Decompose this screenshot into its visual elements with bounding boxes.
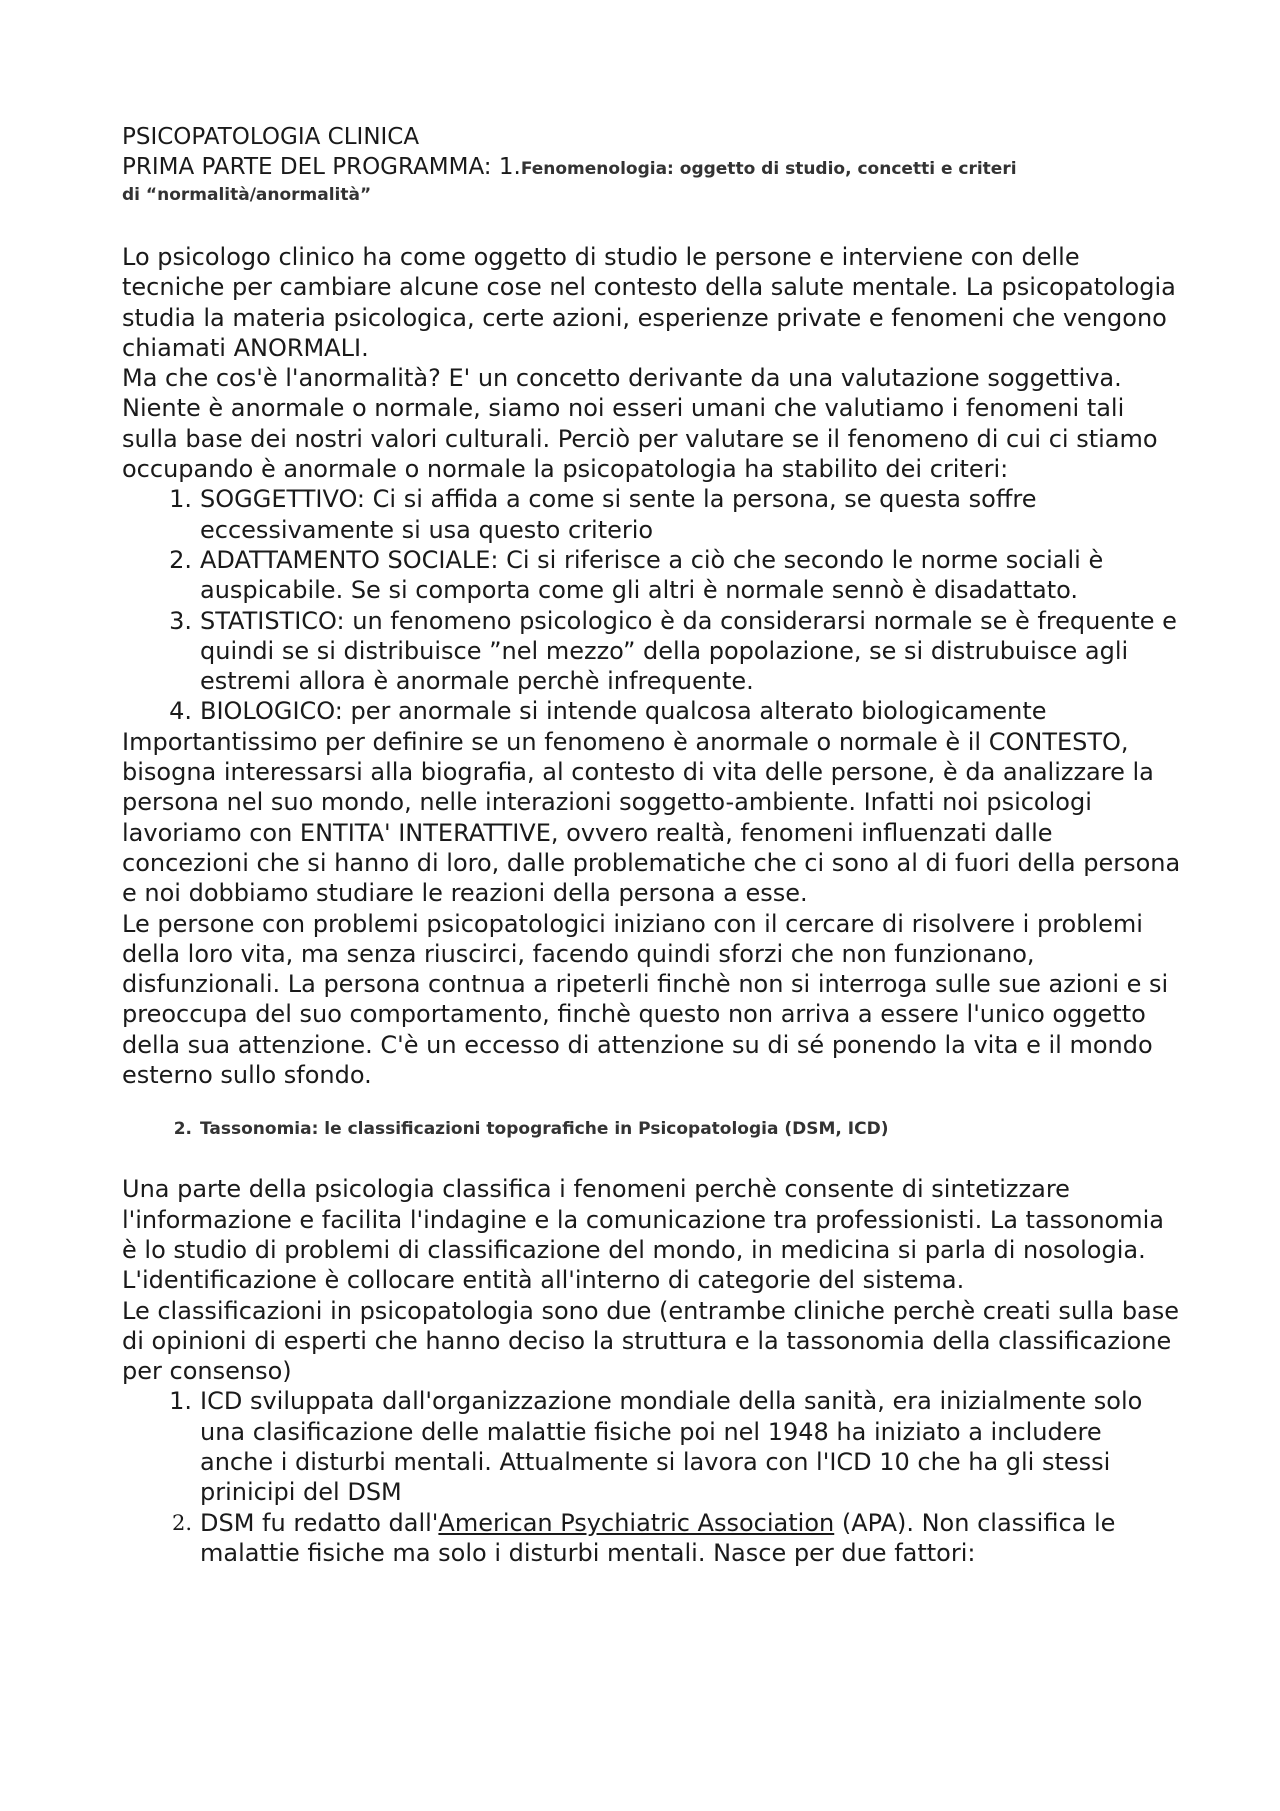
paragraph: Importantissimo per definire se un fenomeno è anormale o normale è il CONTESTO, bisogna interessarsi alla biografia, al contesto di vita delle persone, è da analizzare la persona nel suo mondo, nelle interazioni soggetto-ambiente. Infatti noi psicologi lavoriamo con ENTITA' INTERATTIVE, ovvero realtà, fenomeni influenzati dalle concezioni che si hanno di loro, dalle problematiche che ci sono al di fuori della persona e noi dobbiamo studiare le reazioni della persona a esse. <box>122 727 1181 908</box>
list-item-text: ICD sviluppata dall'organizzazione mondiale della sanità, era inizialmente solo una clasificazione delle malattie fisiche poi nel 1948 ha iniziato a includere anche i disturbi mentali. Attualmente si lavora con l'ICD 10 che ha gli stessi prinicipi del DSM <box>200 1387 1143 1507</box>
paragraph: Le persone con problemi psicopatologici iniziano con il cercare di risolvere i problemi della loro vita, ma senza riuscirci, facendo quindi sforzi che non funzionano, disfunzionali. La persona contnua a ripeterli finchè non si interroga sulle sue azioni e si preoccupa del suo comportamento, finchè questo non arriva a essere l'unico oggetto della sua attenzione. C'è un eccesso di attenzione su di sé ponendo la vita e il mondo esterno sullo sfondo. <box>122 909 1169 1090</box>
document-page <box>122 122 1182 1568</box>
list-number: 3. <box>169 606 192 635</box>
list-item-text: STATISTICO: un fenomeno psicologico è da considerarsi normale se è frequente e quindi se si distribuisce ”nel mezzo” della popolazione, se si distrubuisce agli estremi allora è anormale perchè infrequente. <box>200 606 1177 696</box>
section2-title: Tassonomia: le classificazioni topografiche in Psicopatologia (DSM, ICD) <box>200 1119 889 1140</box>
list-item <box>122 1508 1182 1569</box>
classification-list <box>122 1386 1182 1568</box>
section1-title: Fenomenologia: oggetto di studio, concetti e criteri <box>520 159 1017 179</box>
section2-number: 2. <box>173 1119 192 1140</box>
section2-heading <box>122 1118 1182 1140</box>
program-heading <box>122 152 1182 184</box>
list-number: 1. <box>169 485 192 514</box>
program-prefix: PRIMA PARTE DEL PROGRAMMA: 1. <box>122 154 521 180</box>
list-item <box>122 606 1182 697</box>
list-item-text: BIOLOGICO: per anormale si intende qualcosa alterato biologicamente <box>200 697 1047 726</box>
list-item-text: ADATTAMENTO SOCIALE: Ci si riferisce a ciò che secondo le norme sociali è auspicabile. Se si comporta come gli altri è normale sennò è disadattato. <box>200 545 1104 605</box>
list-item <box>122 1386 1182 1507</box>
list-item <box>122 545 1182 606</box>
paragraph: Ma che cos'è l'anormalità? E' un concetto derivante da una valutazione soggettiva. Niente è anormale o normale, siamo noi esseri umani che valutiamo i fenomeni tali sulla base dei nostri valori culturali. Perciò per valutare se il fenomeno di cui ci stiamo occupando è anormale o normale la psicopatologia ha stabilito dei criteri: <box>122 364 1158 484</box>
course-title: PSICOPATOLOGIA CLINICA <box>122 124 420 150</box>
list-item-text: SOGGETTIVO: Ci si affida a come si sente la persona, se questa soffre eccessivamente si usa questo criterio <box>200 485 1037 544</box>
paragraph: Una parte della psicologia classifica i fenomeni perchè consente di sintetizzare l'informazione e facilita l'indagine e la comunicazione tra professionisti. La tassonomia è lo studio di problemi di classificazione del mondo, in medicina si parla di nosologia. L'identificazione è collocare entità all'interno di categorie del sistema. <box>122 1175 1164 1295</box>
paragraph: Le classificazioni in psicopatologia sono due (entrambe cliniche perchè creati sulla base di opinioni di esperti che hanno deciso la struttura e la tassonomia della classificazione per consenso) <box>122 1296 1180 1386</box>
list-item <box>122 696 1182 726</box>
section1-title-continued: di “normalità/anormalità” <box>122 185 372 205</box>
list-item-text-before: DSM fu redatto dall' <box>200 1508 439 1537</box>
list-number: 4. <box>169 697 192 726</box>
criteria-list <box>122 484 1182 726</box>
list-number: 2. <box>171 1510 192 1535</box>
list-item <box>122 484 1182 545</box>
list-item-text-after: (APA). Non classifica le malattie fisiche ma solo i disturbi mentali. Nasce per due fattori: <box>200 1508 1116 1567</box>
list-number: 1. <box>169 1387 192 1416</box>
apa-link[interactable]: American Psychiatric Association <box>438 1508 835 1537</box>
list-number: 2. <box>169 545 192 574</box>
paragraph: Lo psicologo clinico ha come oggetto di studio le persone e interviene con delle tecniche per cambiare alcune cose nel contesto della salute mentale. La psicopatologia studia la materia psicologica, certe azioni, esperienze private e fenomeni che vengono chiamati ANORMALI. <box>122 243 1176 362</box>
